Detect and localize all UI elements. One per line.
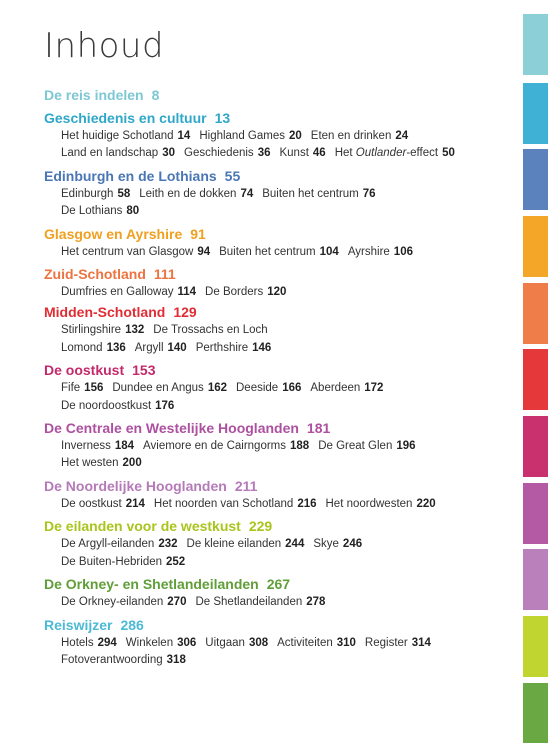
entry-label: De oostkust	[61, 497, 122, 510]
section-title: Reiswijzer	[44, 616, 113, 633]
subsection-line	[61, 145, 514, 162]
section-heading[interactable]	[44, 517, 514, 536]
entry-page-number: 318	[166, 653, 186, 666]
toc-section	[44, 303, 514, 357]
entry-page-number: 114	[177, 286, 197, 299]
section-title: De Orkney- en Shetlandeilanden	[44, 576, 259, 593]
section-title: De Centrale en Westelijke Hooglanden	[44, 420, 299, 437]
entry-label: Edinburgh	[61, 187, 114, 200]
toc-section	[44, 477, 514, 513]
entry-label: Het westen	[61, 457, 119, 470]
section-color-tab	[523, 683, 548, 743]
subsection-entry[interactable]	[61, 538, 178, 550]
entry-page-number: 120	[267, 286, 287, 299]
subsection-entry[interactable]	[61, 382, 103, 394]
subsection-entry[interactable]	[335, 147, 455, 159]
subsection-list	[44, 496, 514, 513]
entry-label-italic: Outlander	[355, 147, 407, 160]
entry-label-suffix: -effect	[406, 147, 439, 160]
subsection-entry[interactable]	[61, 498, 145, 510]
entry-label: Skye	[313, 538, 339, 551]
entry-label: Dumfries en Galloway	[61, 286, 174, 299]
section-page-number: 8	[151, 87, 160, 103]
subsection-entry[interactable]	[195, 596, 325, 608]
entry-label: Hotels	[61, 636, 94, 649]
section-page-number: 229	[248, 518, 273, 535]
entry-page-number: 310	[336, 636, 356, 649]
subsection-list	[44, 284, 514, 301]
entry-page-number: 50	[442, 147, 455, 160]
subsection-entry[interactable]	[365, 637, 431, 649]
subsection-entry[interactable]	[61, 637, 117, 649]
subsection-entry[interactable]	[61, 654, 186, 666]
entry-page-number: 172	[364, 382, 384, 395]
subsection-entry[interactable]	[126, 637, 197, 649]
subsection-entry[interactable]	[262, 188, 375, 200]
subsection-entry[interactable]	[143, 440, 309, 452]
subsection-entry[interactable]	[311, 130, 408, 142]
subsection-entry[interactable]	[313, 538, 362, 550]
subsection-list	[44, 186, 514, 221]
entry-page-number: 220	[416, 497, 436, 510]
subsection-entry[interactable]	[61, 147, 175, 159]
section-page-number: 55	[224, 167, 241, 184]
section-color-tab	[523, 14, 548, 75]
toc-section	[44, 265, 514, 301]
entry-page-number: 244	[285, 538, 305, 551]
entry-label: Inverness	[61, 440, 111, 453]
entry-label: De Argyll-eilanden	[61, 538, 155, 551]
entry-page-number: 132	[125, 324, 145, 337]
toc-section	[44, 361, 514, 415]
section-color-tab	[523, 149, 548, 210]
section-color-tab	[523, 83, 548, 144]
subsection-line	[61, 635, 514, 652]
entry-label: De kleine eilanden	[186, 538, 282, 551]
subsection-line	[61, 652, 514, 669]
subsection-line	[61, 554, 514, 571]
entry-label: Buiten het centrum	[262, 187, 359, 200]
entry-page-number: 106	[393, 245, 413, 258]
entry-label: Het huidige Schotland	[61, 130, 174, 142]
entry-page-number: 36	[257, 147, 271, 160]
entry-label: Land en landschap	[61, 147, 159, 160]
subsection-entry[interactable]	[205, 637, 268, 649]
subsection-entry[interactable]	[348, 246, 413, 258]
entry-label: Het	[334, 147, 356, 160]
section-page-number: 91	[190, 225, 206, 242]
entry-label: Perthshire	[195, 341, 249, 354]
subsection-entry[interactable]	[61, 205, 139, 217]
section-heading[interactable]	[44, 225, 514, 244]
subsection-list	[44, 244, 514, 261]
subsection-entry[interactable]	[61, 596, 186, 608]
section-title: Zuid-Schotland	[44, 266, 146, 283]
entry-label: Register	[364, 636, 408, 649]
table-of-contents	[44, 86, 514, 673]
entry-page-number: 80	[126, 205, 140, 218]
section-heading[interactable]	[44, 109, 514, 128]
entry-page-number: 252	[166, 555, 186, 568]
subsection-entry[interactable]	[61, 457, 142, 469]
entry-label: Stirlingshire	[61, 324, 122, 337]
entry-page-number: 146	[252, 341, 272, 354]
entry-page-number: 136	[106, 341, 126, 354]
section-title: Glasgow en Ayrshire	[44, 225, 183, 242]
subsection-list	[44, 536, 514, 571]
subsection-entry[interactable]	[61, 556, 185, 568]
section-heading[interactable]	[44, 265, 514, 284]
section-heading[interactable]	[44, 419, 514, 438]
section-heading[interactable]	[44, 477, 514, 496]
entry-page-number: 74	[240, 187, 254, 200]
section-page-number: 211	[234, 477, 258, 494]
entry-page-number: 216	[297, 497, 317, 510]
entry-label: De Buiten-Hebriden	[61, 555, 163, 568]
subsection-list	[44, 594, 514, 611]
entry-label: De Shetlandeilanden	[195, 596, 303, 609]
entry-label: De Orkney-eilanden	[61, 596, 164, 609]
entry-label: Winkelen	[125, 636, 174, 649]
entry-page-number: 46	[312, 147, 326, 160]
section-page-number: 111	[153, 266, 176, 283]
subsection-line	[61, 536, 514, 553]
entry-label: Het centrum van Glasgow	[61, 245, 194, 258]
section-color-tab	[523, 349, 548, 410]
entry-page-number: 94	[197, 245, 211, 258]
section-page-number: 153	[132, 362, 156, 379]
section-heading[interactable]	[44, 86, 514, 105]
subsection-entry[interactable]	[61, 342, 126, 354]
subsection-entry[interactable]	[61, 440, 134, 452]
toc-section	[44, 86, 514, 105]
subsection-entry[interactable]	[199, 130, 301, 142]
section-page-number: 13	[214, 110, 231, 126]
subsection-list	[44, 128, 514, 163]
entry-page-number: 196	[396, 440, 416, 453]
entry-label: Argyll	[134, 341, 164, 354]
toc-section	[44, 167, 514, 221]
subsection-entry[interactable]	[187, 538, 305, 550]
subsection-entry[interactable]	[61, 400, 174, 412]
subsection-list	[44, 380, 514, 415]
subsection-line	[61, 128, 514, 145]
toc-section	[44, 575, 514, 611]
subsection-entry[interactable]	[219, 246, 339, 258]
subsection-line	[61, 322, 514, 339]
entry-page-number: 156	[84, 382, 104, 395]
entry-label: De Great Glen	[318, 440, 393, 453]
section-title: De eilanden voor de westkust	[44, 518, 241, 535]
subsection-list	[44, 322, 514, 357]
subsection-entry[interactable]	[318, 440, 415, 452]
subsection-entry[interactable]	[61, 130, 190, 142]
entry-page-number: 278	[306, 596, 326, 609]
toc-section	[44, 225, 514, 261]
entry-label: Leith en de dokken	[139, 187, 237, 200]
entry-page-number: 76	[362, 187, 376, 200]
subsection-entry[interactable]	[61, 286, 196, 298]
section-title: Edinburgh en de Lothians	[44, 167, 217, 184]
entry-label: Buiten het centrum	[219, 245, 316, 258]
subsection-entry[interactable]	[61, 324, 144, 336]
entry-label: Het noorden van Schotland	[153, 497, 294, 510]
entry-label: Activiteiten	[277, 636, 333, 649]
subsection-entry[interactable]	[139, 188, 253, 200]
subsection-line	[61, 244, 514, 261]
subsection-line	[61, 380, 514, 397]
entry-label: Fife	[61, 382, 81, 395]
subsection-entry[interactable]	[236, 382, 301, 394]
entry-page-number: 184	[114, 440, 135, 453]
subsection-line	[61, 340, 514, 357]
subsection-entry[interactable]	[196, 342, 272, 354]
subsection-line	[61, 284, 514, 301]
subsection-line	[61, 594, 514, 611]
section-color-tab	[523, 416, 548, 477]
subsection-entry[interactable]	[277, 637, 356, 649]
entry-page-number: 30	[162, 147, 175, 160]
entry-page-number: 214	[125, 497, 145, 510]
entry-label: Aviemore en de Cairngorms	[143, 440, 287, 453]
section-title: De reis indelen	[44, 87, 144, 103]
entry-label: Kunst	[279, 147, 309, 160]
subsection-entry[interactable]	[153, 324, 267, 336]
section-color-tab	[523, 216, 548, 277]
entry-label: Fotoverantwoording	[61, 653, 163, 666]
entry-page-number: 14	[177, 130, 191, 142]
entry-page-number: 246	[342, 538, 363, 551]
toc-section	[44, 109, 514, 163]
subsection-line	[61, 496, 514, 513]
entry-page-number: 24	[395, 130, 409, 142]
entry-page-number: 200	[122, 457, 142, 470]
toc-section	[44, 517, 514, 571]
page-title: Inhoud	[44, 26, 165, 66]
entry-label: Lomond	[61, 341, 103, 354]
entry-page-number: 306	[177, 636, 197, 649]
entry-label: Uitgaan	[205, 636, 245, 649]
entry-page-number: 294	[97, 636, 117, 649]
section-color-tab	[523, 283, 548, 344]
subsection-entry[interactable]	[326, 498, 436, 510]
entry-label: Dundee en Angus	[112, 382, 204, 395]
entry-label: Highland Games	[199, 130, 285, 142]
subsection-list	[44, 635, 514, 670]
subsection-entry[interactable]	[154, 498, 317, 510]
section-color-tab	[523, 616, 548, 677]
entry-label: De Trossachs en Loch	[153, 324, 268, 337]
section-page-number: 267	[266, 576, 291, 593]
entry-label: Geschiedenis	[184, 147, 254, 160]
subsection-list	[44, 438, 514, 473]
section-page-number: 129	[173, 304, 197, 321]
entry-page-number: 58	[117, 187, 131, 200]
section-heading[interactable]	[44, 616, 514, 635]
entry-page-number: 166	[282, 382, 302, 395]
subsection-entry[interactable]	[279, 147, 325, 159]
entry-label: Eten en drinken	[310, 130, 392, 142]
subsection-line	[61, 455, 514, 472]
subsection-entry[interactable]	[310, 382, 383, 394]
entry-label: De Borders	[205, 286, 264, 299]
subsection-entry[interactable]	[61, 246, 210, 258]
entry-page-number: 232	[158, 538, 178, 551]
section-title: Geschiedenis en cultuur	[44, 110, 207, 126]
entry-page-number: 176	[155, 399, 175, 412]
entry-label: De Lothians	[61, 205, 123, 218]
section-color-tab	[523, 549, 548, 610]
section-heading[interactable]	[44, 167, 514, 186]
subsection-entry[interactable]	[61, 188, 130, 200]
section-page-number: 181	[306, 420, 331, 437]
entry-page-number: 270	[167, 596, 187, 609]
entry-page-number: 314	[411, 636, 431, 649]
entry-page-number: 104	[319, 245, 339, 258]
subsection-line	[61, 398, 514, 415]
section-color-tab	[523, 483, 548, 544]
entry-page-number: 162	[207, 382, 227, 395]
toc-section	[44, 616, 514, 670]
color-tabs	[523, 14, 548, 743]
subsection-entry[interactable]	[112, 382, 227, 394]
section-heading[interactable]	[44, 303, 514, 322]
entry-label: Aberdeen	[310, 382, 361, 395]
entry-label: Deeside	[236, 382, 279, 395]
entry-label: De noordoostkust	[61, 399, 152, 412]
subsection-entry[interactable]	[205, 286, 286, 298]
section-title: Midden-Schotland	[44, 304, 166, 321]
toc-section	[44, 419, 514, 473]
section-title: De oostkust	[44, 362, 125, 379]
section-title: De Noordelijke Hooglanden	[44, 477, 227, 494]
section-heading[interactable]	[44, 575, 514, 594]
entry-label: Het noordwesten	[325, 497, 413, 510]
subsection-line	[61, 186, 514, 203]
section-heading[interactable]	[44, 361, 514, 380]
subsection-line	[61, 438, 514, 455]
subsection-entry[interactable]	[184, 147, 270, 159]
section-page-number: 286	[120, 616, 144, 633]
entry-page-number: 308	[248, 636, 269, 649]
entry-page-number: 188	[290, 440, 310, 453]
entry-page-number: 140	[167, 341, 187, 354]
entry-page-number: 20	[288, 130, 302, 142]
subsection-entry[interactable]	[135, 342, 187, 354]
entry-label: Ayrshire	[347, 245, 390, 258]
subsection-line	[61, 203, 514, 220]
